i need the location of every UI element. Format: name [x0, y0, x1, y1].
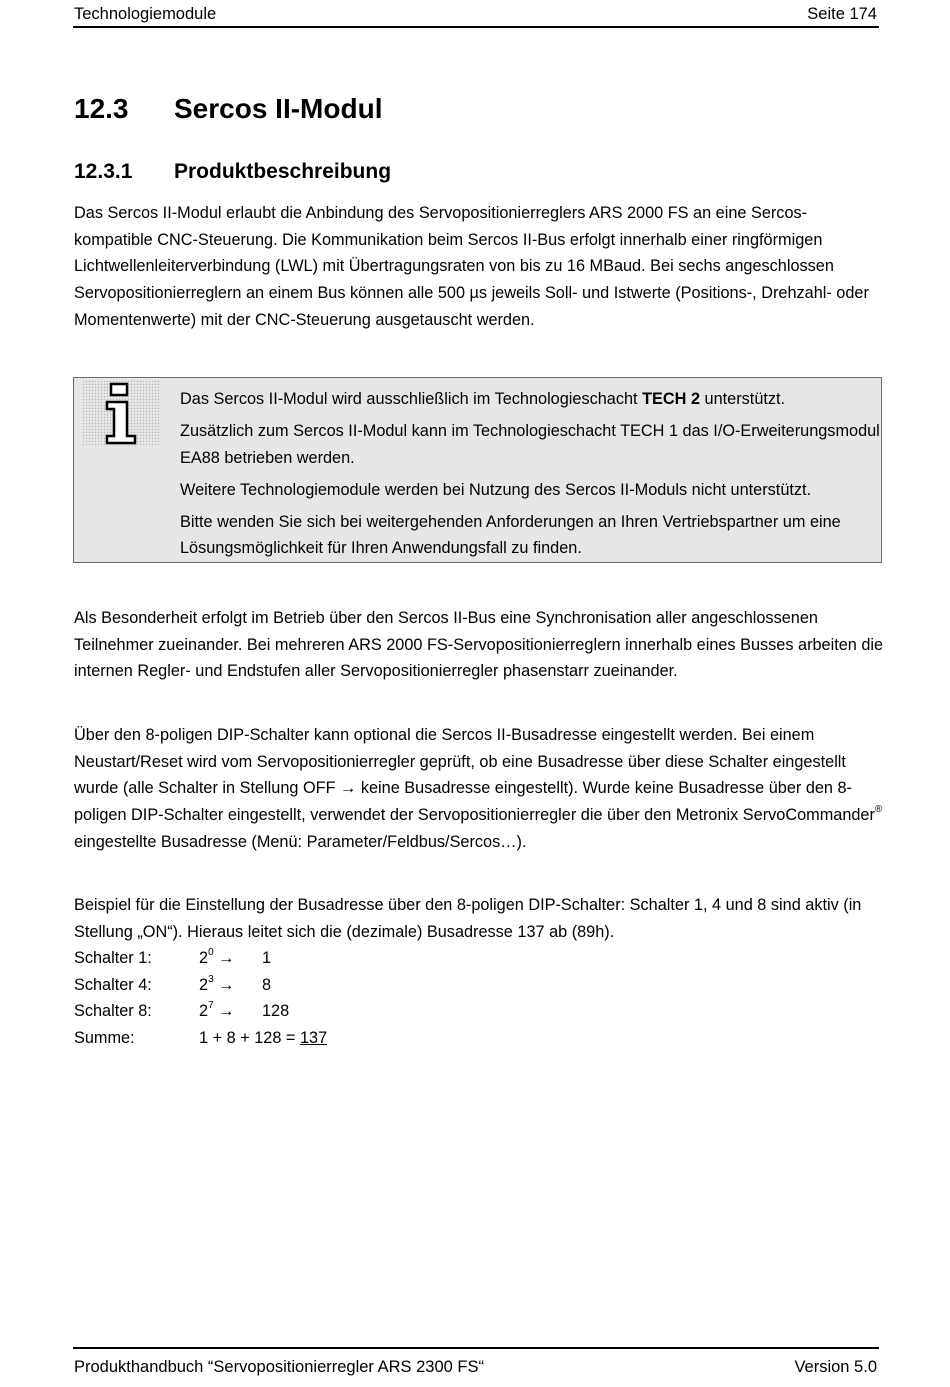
section-heading	[74, 93, 382, 125]
sum-result: 137	[299, 1028, 328, 1047]
note-line-1-text: Das Sercos II-Modul wird ausschließlich im Technologieschacht	[180, 390, 643, 408]
sum-label: Summe:	[74, 1028, 135, 1047]
example-value: 8	[262, 975, 272, 994]
example-label: Schalter 1:	[74, 949, 152, 967]
example-label: Schalter 4:	[74, 975, 152, 994]
info-note-box	[73, 377, 882, 563]
arrow-icon: →	[218, 1002, 235, 1021]
synchronisation-paragraph: Als Besonderheit erfolgt im Betrieb über den Sercos II-Bus eine Synchronisation aller angeschlossenen Teilnehmer zueinander. Bei mehreren ARS 2000 FS-Servopositionierreglern innerhalb eines Busses arbeiten die internen Regler- und Endstufen aller Servopositionierregler phasenstarr zueinander.	[74, 609, 884, 681]
subsection-number: 12.3.1	[74, 160, 133, 183]
note-line-2: Zusätzlich zum Sercos II-Modul kann im Technologieschacht TECH 1 das I/O-Erweiterungsmodul EA88 betrieben werden.	[180, 422, 880, 467]
sum-expression: 1 + 8 + 128 = 137	[199, 1028, 328, 1047]
subsection-heading	[74, 160, 391, 184]
example-value: 128	[262, 1002, 290, 1021]
page-header	[73, 4, 879, 28]
info-icon	[82, 380, 160, 446]
arrow-icon: →	[218, 975, 235, 994]
example-label: Schalter 8:	[74, 1002, 152, 1021]
example-paragraph: Beispiel für die Einstellung der Busadresse über den 8-poligen DIP-Schalter: Schalter 1, 4 und 8 sind aktiv (in Stellung „ON“). Hieraus leitet sich die (dezimale) Busadresse 137 ab (89h).	[74, 896, 862, 941]
header-page-number: Seite 174	[807, 5, 877, 23]
note-line-3: Weitere Technologiemodule werden bei Nutzung des Sercos II-Moduls nicht unterstützt.	[180, 480, 812, 499]
footer-title: Produkthandbuch “Servopositionierregler ARS 2300 FS“	[74, 1358, 484, 1376]
example-value: 1	[262, 949, 272, 967]
example-power: $2^0$ →	[199, 947, 235, 967]
arrow-icon: →	[218, 949, 235, 967]
note-text	[180, 386, 880, 568]
example-power: $2^3$ →	[199, 973, 235, 994]
intro-paragraph: Das Sercos II-Modul erlaubt die Anbindung des Servopositionierreglers ARS 2000 FS an eine Sercos-kompatible CNC-Steuerung. Die Kommunikation beim Sercos II-Bus erfolgt innerhalb einer ringförmigen Lichtwellenleiterverbindung (LWL) mit Übertragungsraten von bis zu 16 MBaud. Bei sechs angeschlossen Servopositionierreglern an einem Bus können alle 500 µs jeweils Soll- und Istwerte (Positions-, Drehzahl- oder Momentenwerte) mit der CNC-Steuerung ausgetauscht werden.	[74, 204, 869, 329]
section-title: Sercos II-Modul	[174, 93, 383, 124]
dip-switch-text: Über den 8-poligen DIP-Schalter kann optional die Sercos II-Busadresse eingestellt werden. Bei einem Neustart/Reset wird vom Servopositionierregler geprüft, ob eine Busadresse über diese Schalter eingestellt wurde (alle Schalter in Stellung OFF → keine Busadresse eingestellt). Wurde keine Busadresse über den 8-poligen DIP-Schalter eingestellt, verwendet der Servopositionierregler die über den Metronix ServoCommander	[74, 726, 875, 825]
registered-mark: ®	[874, 804, 883, 816]
footer-version: Version 5.0	[794, 1358, 877, 1376]
note-line-1-end: unterstützt.	[700, 390, 786, 408]
page-footer	[73, 1347, 879, 1379]
subsection-title: Produktbeschreibung	[174, 160, 392, 183]
note-line-4: Bitte wenden Sie sich bei weitergehenden Anforderungen an Ihren Vertriebspartner um eine Lösungsmöglichkeit für Ihren Anwendungsfall zu finden.	[180, 513, 841, 558]
example-power: $2^7$ →	[199, 1000, 235, 1021]
section-number: 12.3	[74, 93, 129, 124]
header-chapter: Technologiemodule	[74, 5, 217, 23]
note-line-1-bold: TECH 2	[642, 390, 701, 408]
dip-switch-text-end: eingestellte Busadresse (Menü: Parameter/Feldbus/Sercos…).	[74, 832, 527, 851]
dip-switch-paragraph	[74, 722, 884, 856]
note-line-1	[180, 386, 880, 412]
